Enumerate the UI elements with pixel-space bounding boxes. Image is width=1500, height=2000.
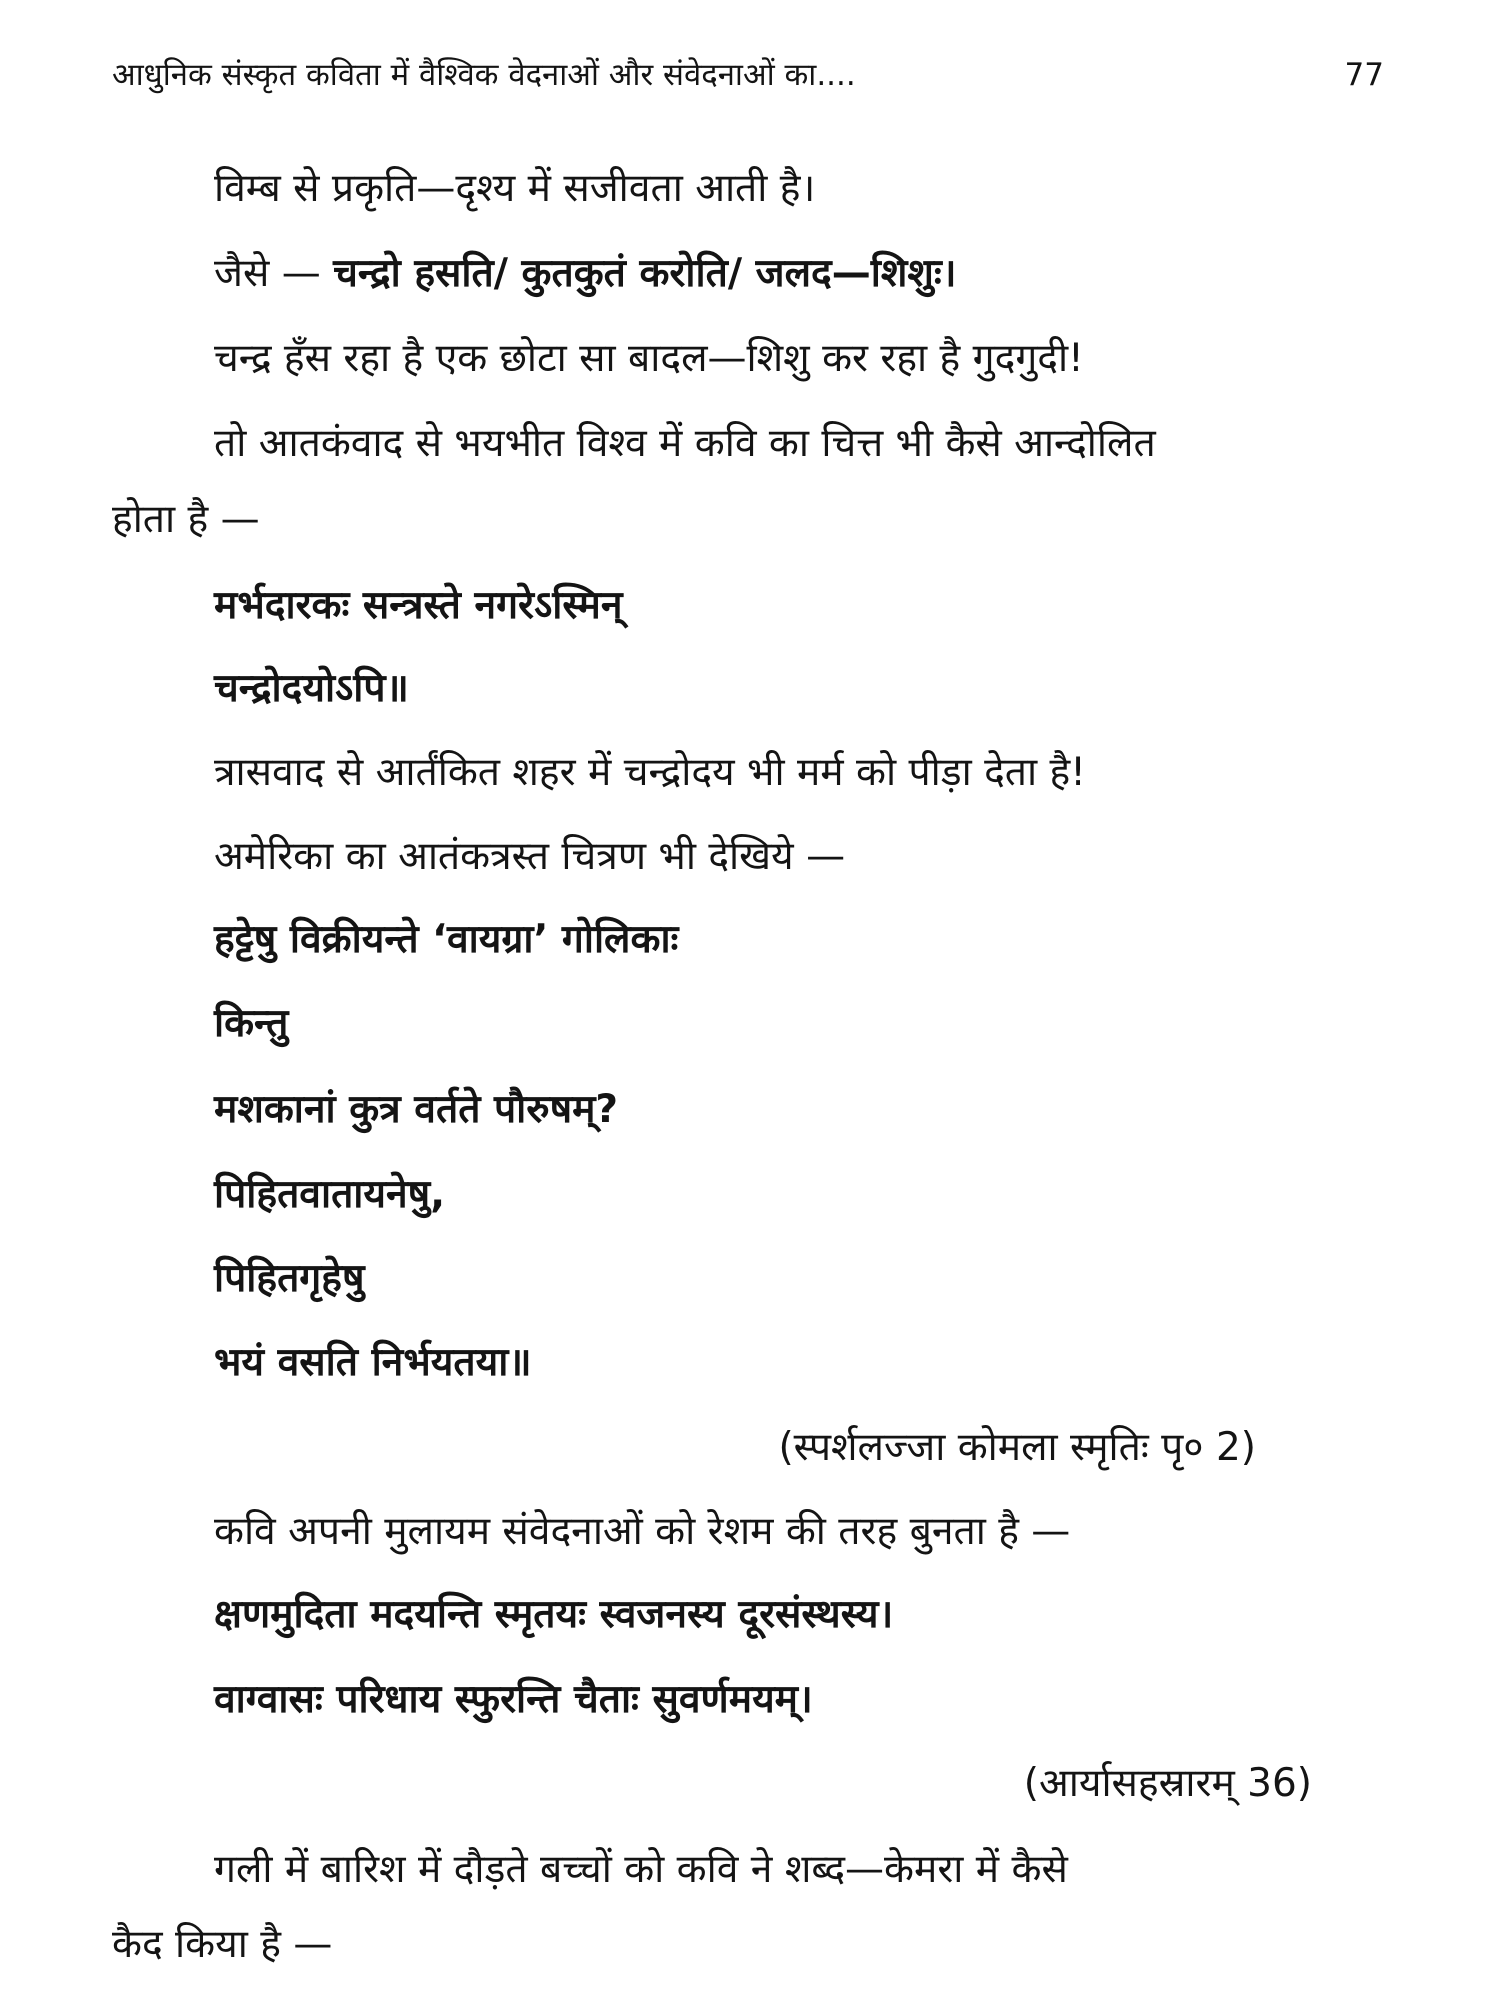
citation: (आर्यासहस्रारम् 36) <box>1023 1761 1312 1806</box>
text-line: कवि अपनी मुलायम संवेदनाओं को रेशम की तरह बुनता है — <box>214 1509 1071 1554</box>
verse-line: मर्भदारकः सन्त्रस्ते नगरेऽस्मिन् <box>214 583 623 628</box>
verse-line: चन्द्रोदयोऽपि॥ <box>214 666 409 711</box>
text-line: होता है — <box>112 497 260 542</box>
text-line: विम्ब से प्रकृति—दृश्य में सजीवता आती है। <box>214 166 816 211</box>
text-line: तो आतकंवाद से भयभीत विश्व में कवि का चित्त भी कैसे आन्दोलित <box>214 421 1156 466</box>
page-number: 77 <box>1344 57 1384 93</box>
verse-line: पिहितगृहेषु <box>214 1256 365 1301</box>
text-line: कैद किया है — <box>112 1922 333 1967</box>
citation: (स्पर्शलज्जा कोमला स्मृतिः पृ० 2) <box>778 1425 1256 1470</box>
text-line: अमेरिका का आतंकत्रस्त चित्रण भी देखिये — <box>214 834 846 879</box>
example-prefix: जैसे — <box>214 251 334 296</box>
verse-line: पिहितवातायनेषु, <box>214 1172 446 1217</box>
verse-line: भयं वसति निर्भयतया॥ <box>214 1340 532 1385</box>
sanskrit-example: चन्द्रो हसति/ कुतकुतं करोति/ जलद—शिशुः। <box>333 251 957 296</box>
verse-line: क्षणमुदिता मदयन्ति स्मृतयः स्वजनस्य दूरसंस्थस्य। <box>214 1592 894 1637</box>
running-header <box>112 50 1384 100</box>
chapter-title: आधुनिक संस्कृत कविता में वैश्विक वेदनाओं और संवेदनाओं का.... <box>112 57 856 93</box>
verse-line: मशकानां कुत्र वर्तते पौरुषम्? <box>214 1087 619 1132</box>
text-line: चन्द्र हँस रहा है एक छोटा सा बादल—शिशु कर रहा है गुदगुदी! <box>214 336 1084 381</box>
text-line: त्रासवाद से आर्तंकित शहर में चन्द्रोदय भी मर्म को पीड़ा देता है! <box>214 750 1086 795</box>
verse-line: किन्तु <box>214 1001 289 1046</box>
example-line <box>214 244 957 304</box>
verse-line: हट्टेषु विक्रीयन्ते ‘वायग्रा’ गोलिकाः <box>214 917 679 962</box>
text-line: गली में बारिश में दौड़ते बच्चों को कवि ने शब्द—केमरा में कैसे <box>214 1847 1068 1892</box>
verse-line: वाग्वासः परिधाय स्फुरन्ति चैताः सुवर्णमयम्। <box>214 1677 813 1722</box>
